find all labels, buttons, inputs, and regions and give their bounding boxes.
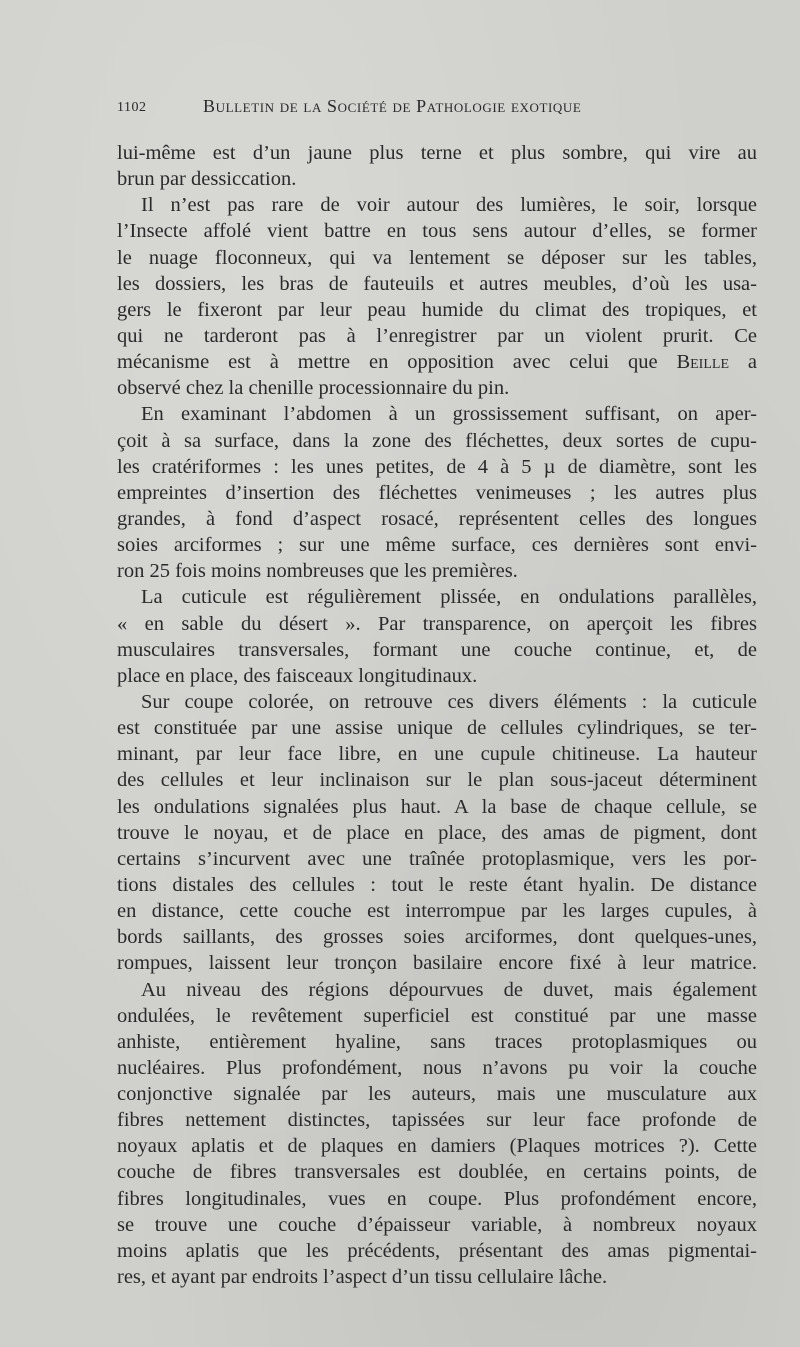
text-line: brun par dessiccation. — [117, 168, 297, 191]
text-line: musculaires transversales, formant une couche continue, et, de — [117, 638, 757, 661]
text-line: bords saillants, des grosses soies arciformes, dont quelques-unes, — [117, 926, 757, 949]
text-line: moins aplatis que les précédents, présentant des amas pigmentai- — [117, 1239, 757, 1262]
text-line: l’Insecte affolé vient battre en tous sens autour d’elles, se former — [117, 220, 757, 243]
text-line: en distance, cette couche est interrompue par les larges cupules, à — [117, 900, 757, 923]
text-line: est constituée par une assise unique de cellules cylindriques, se ter- — [117, 717, 757, 740]
text-line: noyaux aplatis et de plaques en damiers (Plaques motrices ?). Cette — [117, 1135, 757, 1158]
text-line: conjonctive signalée par les auteurs, mais une musculature aux — [117, 1083, 757, 1106]
text-line: ron 25 fois moins nombreuses que les premières. — [117, 560, 518, 583]
text-line: Sur coupe colorée, on retrouve ces divers éléments : la cuticule — [141, 690, 757, 713]
text-line: minant, par leur face libre, en une cupule chitineuse. La hauteur — [117, 743, 757, 766]
author-name: Beille — [676, 351, 729, 374]
text-line: ondulées, le revêtement superficiel est constitué par une masse — [117, 1004, 757, 1027]
text-line: le nuage floconneux, qui va lentement se déposer sur les tables, — [117, 246, 757, 269]
text-line: les dossiers, les bras de fauteuils et autres meubles, d’où les usa- — [117, 272, 757, 295]
text-line: se trouve une couche d’épaisseur variable, à nombreux noyaux — [117, 1213, 757, 1236]
text-line: « en sable du désert ». Par transparence, on aperçoit les fibres — [117, 612, 757, 635]
text-line: observé chez la chenille processionnaire du pin. — [117, 377, 510, 400]
text-line: La cuticule est régulièrement plissée, en ondulations parallèles, — [141, 586, 757, 609]
text-line: qui ne tarderont pas à l’enregistrer par un violent prurit. Ce — [117, 324, 757, 347]
text-line: çoit à sa surface, dans la zone des fléchettes, deux sortes de cupu- — [117, 429, 757, 452]
text-line: les ondulations signalées plus haut. A la base de chaque cellule, se — [117, 795, 757, 818]
text-line: couche de fibres transversales est doublée, en certains points, de — [117, 1161, 757, 1184]
text-line: gers le fixeront par leur peau humide du climat des tropiques, et — [117, 298, 757, 321]
text-line: grandes, à fond d’aspect rosacé, représentent celles des longues — [117, 507, 757, 530]
text-line: En examinant l’abdomen à un grossissement suffisant, on aper- — [141, 403, 757, 426]
running-head — [117, 96, 677, 120]
text-line: empreintes d’insertion des fléchettes venimeuses ; les autres plus — [117, 481, 757, 504]
text-line: des cellules et leur inclinaison sur le plan sous-jaceut déterminent — [117, 769, 757, 792]
text-line: rompues, laissent leur tronçon basilaire encore fixé à leur matrice. — [117, 952, 757, 975]
text-line: les cratériformes : les unes petites, de 4 à 5 µ de diamètre, sont les — [117, 455, 757, 478]
page-number: 1102 — [117, 100, 147, 115]
text-line: fibres longitudinales, vues en coupe. Plus profondément encore, — [117, 1187, 757, 1210]
text-line: mécanisme est à mettre en opposition avec celui que Beille a — [117, 351, 757, 374]
text-line: Au niveau des régions dépourvues de duvet, mais également — [141, 978, 757, 1001]
text-line: certains s’incurvent avec une traînée protoplasmique, vers les por- — [117, 847, 757, 870]
text-line: tions distales des cellules : tout le reste étant hyalin. De distance — [117, 873, 757, 896]
journal-title: Bulletin de la Société de Pathologie exotique — [203, 96, 582, 116]
text-line: soies arciformes ; sur une même surface, ces dernières sont envi- — [117, 534, 757, 557]
text-line: res, et ayant par endroits l’aspect d’un tissu cellulaire lâche. — [117, 1266, 608, 1289]
text-line: trouve le noyau, et de place en place, des amas de pigment, dont — [117, 821, 757, 844]
text-line: nucléaires. Plus profondément, nous n’avons pu voir la couche — [117, 1056, 757, 1079]
article-body — [117, 140, 757, 1290]
text-line: lui-même est d’un jaune plus terne et plus sombre, qui vire au — [117, 142, 757, 164]
text-line: Il n’est pas rare de voir autour des lumières, le soir, lorsque — [141, 194, 757, 217]
text-line: anhiste, entièrement hyaline, sans traces protoplasmiques ou — [117, 1030, 757, 1053]
text-line: place en place, des faisceaux longitudinaux. — [117, 664, 478, 687]
text-line: fibres nettement distinctes, tapissées sur leur face profonde de — [117, 1109, 757, 1132]
